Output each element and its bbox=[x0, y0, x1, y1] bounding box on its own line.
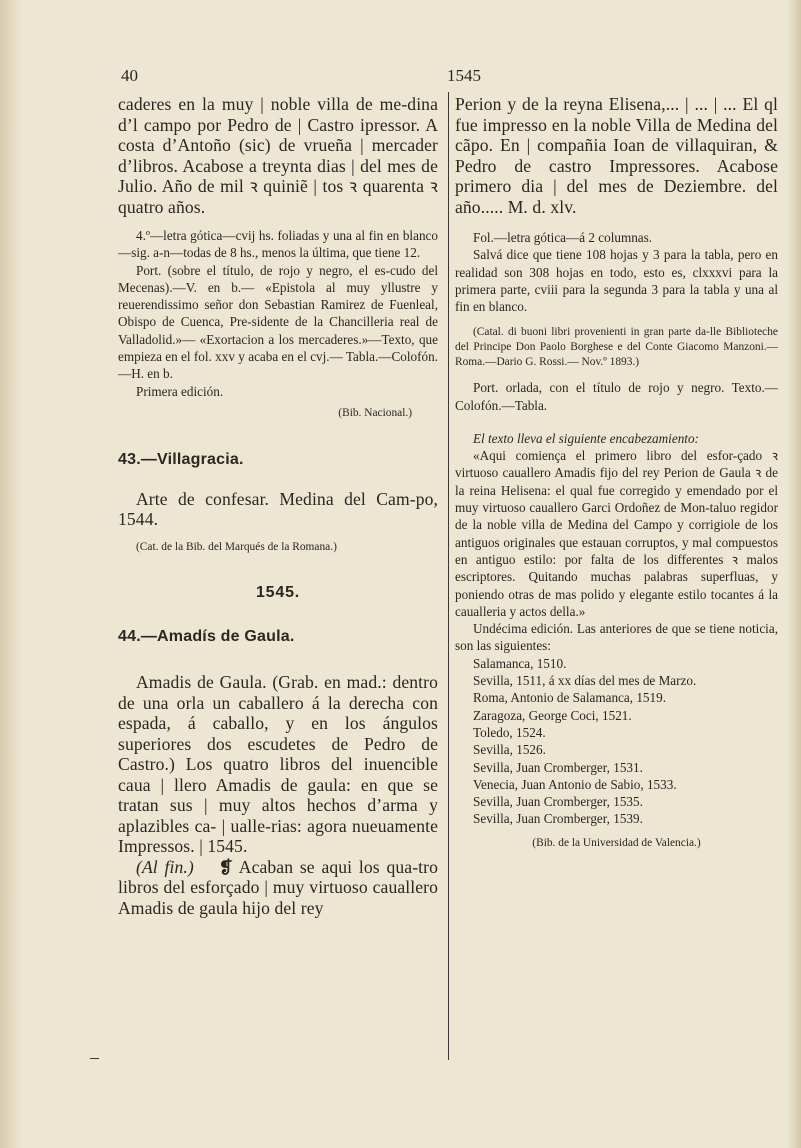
entry-42-edition: Primera edición. bbox=[136, 383, 224, 399]
left-column bbox=[118, 94, 438, 918]
page-edge-shadow-left bbox=[0, 0, 22, 1148]
entry-43-title: Arte de confesar. Medina del Cam-po, 1544. bbox=[118, 488, 438, 530]
entry-43-source: (Cat. de la Bib. del Marqués de la Romana.) bbox=[136, 540, 337, 553]
editions-list bbox=[455, 655, 778, 828]
colophon-label: (Al fin.) bbox=[136, 856, 194, 877]
entry-44-colophon-cont: Perion y de la reyna Elisena,... | ... | ... El ql fue impresso en la noble Villa de Medina del cãpo. En | compañia Ioan de villaquiran, & Pedro de castro Impressores. Acabose primero dia | del mes de Deziembre. del año..... M. d. xlv. bbox=[455, 94, 778, 217]
edition-item: Roma, Antonio de Salamanca, 1519. bbox=[473, 690, 667, 706]
entry-43-heading: 43.—Villagracia. bbox=[118, 450, 244, 468]
entry-42-colophon-end: caderes en la muy | noble villa de me-dina d’l campo por Pedro de | Castro ipressor. A costa d’Antoño (sic) de vrueña | mercader d’libros. Acabose a treynta dias | del mes de Julio. Año de mil ꝛ quiniẽ | tos ꝛ quarenta ꝛ quatro años. bbox=[118, 94, 438, 217]
right-column bbox=[455, 94, 778, 850]
incipit-label: El texto lleva el siguiente encabezamiento: bbox=[473, 430, 699, 446]
page-edge-shadow-right bbox=[787, 0, 801, 1148]
year-heading: 1545. bbox=[255, 584, 301, 602]
entry-44-catalog-note: (Catal. di buoni libri provenienti in gran parte da-lle Biblioteche del Principe Don Paolo Borghese e del Conte Giacomo Manzoni.—Roma.—Dario G. Rossi.— Nov.º 1893.) bbox=[455, 326, 778, 368]
entry-44-heading: 44.—Amadís de Gaula. bbox=[118, 628, 295, 646]
entry-44-collation-note: Salvá dice que tiene 108 hojas y 3 para la tabla, pero en realidad son 308 hojas en todo, esto es, clxxxvi para la primera parte, cviii para la segunda 3 para la tabla y una al fin en blanco. bbox=[455, 247, 778, 315]
colophon-text: Acaban se aqui los qua-tro libros del esforçado | muy virtuoso cauallero Amadis de gaula hijo del rey bbox=[118, 856, 438, 918]
edition-item: Sevilla, Juan Cromberger, 1531. bbox=[473, 759, 643, 775]
edition-note: Undécima edición. Las anteriores de que se tiene noticia, son las siguientes: bbox=[455, 621, 778, 654]
edition-item: Sevilla, 1511, á xx días del mes de Marzo. bbox=[473, 673, 697, 689]
edition-item: Salamanca, 1510. bbox=[473, 655, 567, 671]
edition-item: Sevilla, Juan Cromberger, 1535. bbox=[473, 794, 643, 810]
edition-item: Sevilla, Juan Cromberger, 1539. bbox=[473, 811, 643, 827]
incipit-text: «Aqui comiença el primero libro del esfor-çado ꝛ virtuoso cauallero Amadis fijo del rey Perion de Gaula ꝛ de la reina Helisena: el qual fue corregido y emendado por el muy virtuoso cauallero Garci Ordoñez de Mon-taluo regidor de la noble villa de Medina del Campo y corrigiole de los antiguos originales que estauan corruptos, y mal compuestos en antiguo estilo: por falta de los differentes ꝛ malos escriptores. Quitando muchas palabras superfluas, y poniendo otras de mas polido y elegante estilo tocantes á la caualleria y actos della.» bbox=[455, 448, 778, 619]
entry-44-colophon bbox=[118, 857, 438, 919]
edition-item: Venecia, Juan Antonio de Sabio, 1533. bbox=[473, 776, 677, 792]
paragraph-mark-icon: ❡ bbox=[218, 857, 233, 877]
edition-item: Toledo, 1524. bbox=[473, 724, 546, 740]
entry-42-contents: Port. (sobre el título, de rojo y negro, el es-cudo del Mecenas).—V. en b.— «Epistola al muy yllustre y reuerendissimo señor don Sebastian Ramirez de Fuenleal, Obispo de Cuenca, Pre-sidente de la Chancilleria real de Valladolid.»— «Exortacion a los mercaderes.»—Texto, que empieza en el fol. xxv y acaba en el cvj.— Tabla.—Colofón.—H. en b. bbox=[118, 262, 438, 382]
entry-44-source: (Bib. de la Universidad de Valencia.) bbox=[532, 836, 701, 849]
entry-44-port-desc: Port. orlada, con el título de rojo y negro. Texto.—Colofón.—Tabla. bbox=[455, 380, 778, 413]
entry-44-title: Amadis de Gaula. (Grab. en mad.: dentro de una orla un caballero á la derecha con espada, á caballo, y en los ángulos superiores dos escudetes de Pedro de Castro.) Los quatro libros del inuencible caua | llero Amadis de gaula: en que se tratan sus | muy altos hechos d’arma y aplazibles ca- | ualle-rias: agora nueuamente Impressos. | 1545. bbox=[118, 672, 438, 857]
column-divider bbox=[448, 92, 449, 1060]
page-number-right: 1545 bbox=[447, 66, 481, 85]
entry-42-source: (Bib. Nacional.) bbox=[338, 406, 412, 419]
page-number-left: 40 bbox=[121, 66, 138, 85]
edition-item: Zaragoza, George Coci, 1521. bbox=[473, 707, 632, 723]
entry-44-physical-desc: Fol.—letra gótica—á 2 columnas. bbox=[473, 230, 653, 245]
entry-42-physical-desc: 4.º—letra gótica—cvij hs. foliadas y una al fin en blanco —sig. a-n—todas de 8 hs., menos la última, que tiene 12. bbox=[118, 228, 438, 261]
margin-dash-mark: – bbox=[90, 1047, 99, 1067]
edition-item: Sevilla, 1526. bbox=[473, 742, 546, 758]
